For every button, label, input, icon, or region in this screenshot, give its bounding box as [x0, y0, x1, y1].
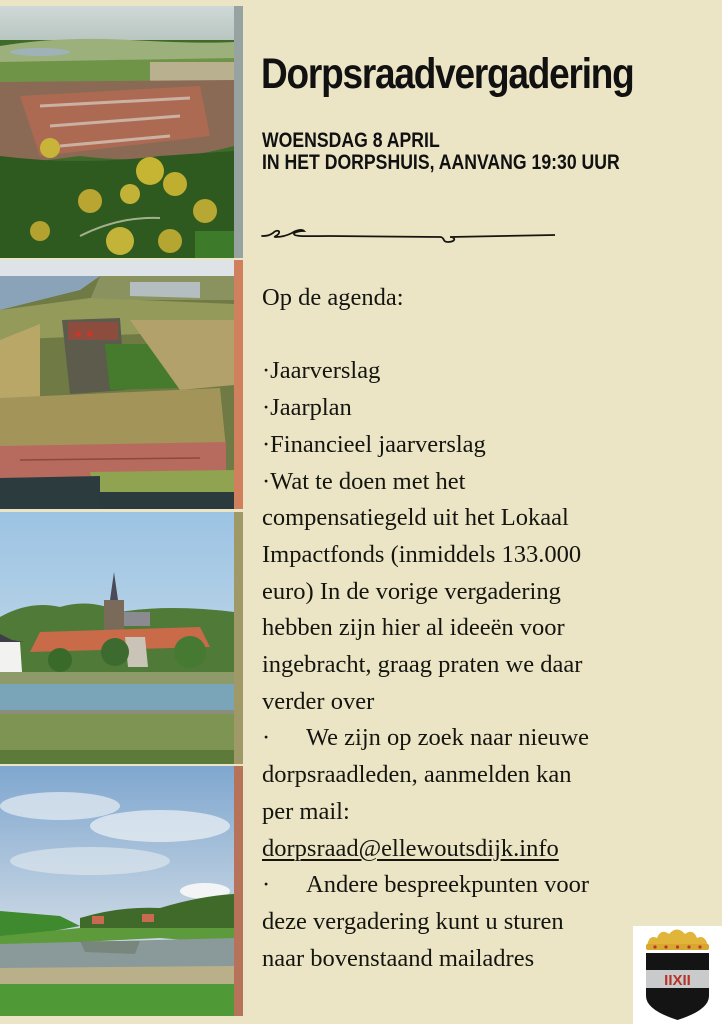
event-details	[262, 130, 620, 174]
agenda-item-text: dorpsraadleden, aanmelden kan	[262, 761, 572, 789]
agenda-item-text: ingebracht, graag praten we daar	[262, 651, 583, 679]
agenda-item-text: verder over	[262, 687, 375, 715]
agenda-heading: Op de agenda:	[262, 284, 404, 311]
agenda-item: ·Financieel jaarverslag	[262, 430, 486, 458]
email-line	[262, 831, 682, 868]
agenda-item: ·Jaarverslag	[262, 357, 381, 385]
spacer	[262, 317, 682, 354]
event-location-time: IN HET DORPSHUIS, AANVANG 19:30 UUR	[262, 151, 620, 174]
bullet: ·	[262, 724, 271, 752]
photo-aerial-fort	[0, 260, 234, 509]
page-title: Dorpsraadvergadering	[261, 50, 634, 98]
photo-aerial-village	[0, 6, 234, 258]
coat-of-arms	[633, 926, 722, 1024]
crest-icon	[633, 926, 722, 1024]
photo-accent-bar	[234, 260, 243, 509]
agenda-item-text: ·Wat te doen met het	[262, 467, 466, 495]
agenda-item: ·Jaarplan	[262, 394, 352, 422]
agenda-body	[262, 280, 682, 977]
agenda-item-text: per mail:	[262, 797, 350, 825]
agenda-item-text: compensatiegeld uit het Lokaal	[262, 504, 569, 532]
agenda-item-text: Impactfonds (inmiddels 133.000	[262, 540, 582, 568]
event-date: WOENSDAG 8 APRIL	[262, 129, 440, 152]
photo-church-village	[0, 512, 234, 764]
agenda-item-new-members	[262, 720, 682, 757]
crest-text: IIXII	[664, 972, 691, 989]
agenda-item-text: euro) In de vorige vergadering	[262, 577, 561, 605]
agenda-item-text: deze vergadering kunt u sturen	[262, 907, 564, 935]
photo-accent-bar	[234, 6, 243, 258]
agenda-item-text: naar bovenstaand mailadres	[262, 944, 535, 972]
bullet: ·	[262, 871, 271, 899]
photo-pond-landscape	[0, 766, 234, 1016]
agenda-item-text: hebben zijn hier al ideeën voor	[262, 614, 565, 642]
decorative-squiggle-divider	[260, 222, 555, 248]
agenda-item-other-topics	[262, 867, 682, 904]
agenda-item-text: Andere bespreekpunten voor	[306, 871, 590, 899]
agenda-item-text: We zijn op zoek naar nieuwe	[306, 724, 590, 752]
photo-accent-bar	[234, 512, 243, 764]
photo-strip	[0, 6, 243, 1016]
email-link[interactable]: dorpsraad@ellewoutsdijk.info	[262, 834, 559, 862]
photo-accent-bar	[234, 766, 243, 1016]
